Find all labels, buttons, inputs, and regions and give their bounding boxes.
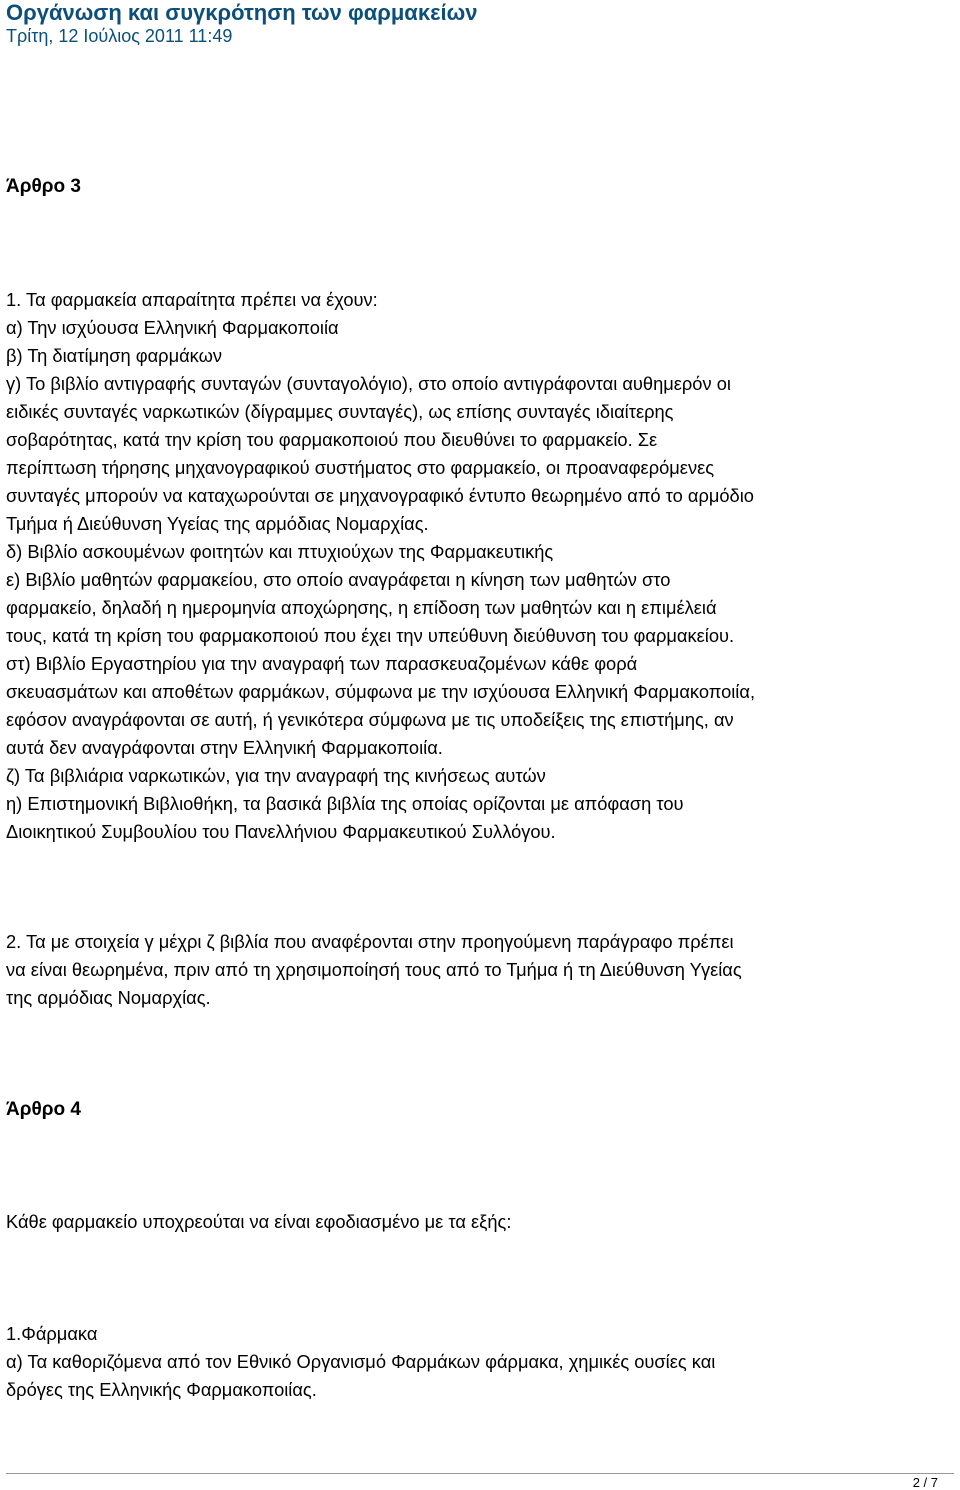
article-4-paragraph-1 bbox=[6, 1320, 956, 1404]
text-line: αυτά δεν αναγράφονται στην Ελληνική Φαρμακοποιία. bbox=[6, 737, 443, 758]
text-line: περίπτωση τήρησης μηχανογραφικού συστήματος στο φαρμακείο, οι προαναφερόμενες bbox=[6, 457, 715, 478]
text-line: δ) Βιβλίο ασκουμένων φοιτητών και πτυχιούχων της Φαρμακευτικής bbox=[6, 541, 554, 562]
text-line: δρόγες της Ελληνικής Φαρμακοποιίας. bbox=[6, 1379, 317, 1400]
text-line: ειδικές συνταγές ναρκωτικών (δίγραμμες συνταγές), ως επίσης συνταγές ιδιαίτερης bbox=[6, 401, 674, 422]
article-3-paragraph-2 bbox=[6, 928, 956, 1012]
text-line: συνταγές μπορούν να καταχωρούνται σε μηχανογραφικό έντυπο θεωρημένο από το αρμόδιο bbox=[6, 485, 754, 506]
text-line: 1. Τα φαρμακεία απαραίτητα πρέπει να έχουν: bbox=[6, 289, 378, 310]
text-line: γ) Το βιβλίο αντιγραφής συνταγών (συνταγολόγιο), στο οποίο αντιγράφονται αυθημερόν οι bbox=[6, 373, 731, 394]
text-line: ζ) Τα βιβλιάρια ναρκωτικών, για την αναγραφή της κινήσεως αυτών bbox=[6, 765, 546, 786]
text-line: φαρμακείο, δηλαδή η ημερομηνία αποχώρησης, η επίδοση των μαθητών και η επιμέλειά bbox=[6, 597, 717, 618]
text-line: εφόσον αναγράφονται σε αυτή, ή γενικότερα σύμφωνα με τις υποδείξεις της επιστήμης, αν bbox=[6, 709, 734, 730]
article-3-heading: Άρθρο 3 bbox=[6, 176, 81, 197]
text-line: στ) Βιβλίο Εργαστηρίου για την αναγραφή των παρασκευαζομένων κάθε φορά bbox=[6, 653, 638, 674]
text-line: Διοικητικού Συμβουλίου του Πανελλήνιου Φαρμακευτικού Συλλόγου. bbox=[6, 821, 556, 842]
text-line: 2. Τα με στοιχεία γ μέχρι ζ βιβλία που αναφέρονται στην προηγούμενη παράγραφο πρέπει bbox=[6, 931, 734, 952]
footer-divider bbox=[6, 1473, 954, 1474]
page-number: 2 / 7 bbox=[912, 1475, 938, 1490]
text-line: Τμήμα ή Διεύθυνση Υγείας της αρμόδιας Νομαρχίας. bbox=[6, 513, 429, 534]
text-line: ε) Βιβλίο μαθητών φαρμακείου, στο οποίο αναγράφεται η κίνηση των μαθητών στο bbox=[6, 569, 671, 590]
article-4-heading: Άρθρο 4 bbox=[6, 1099, 81, 1120]
text-line: τους, κατά τη κρίση του φαρμακοποιού που έχει την υπεύθυνη διεύθυνση του φαρμακείου. bbox=[6, 625, 735, 646]
text-line: σοβαρότητας, κατά την κρίση του φαρμακοποιού που διευθύνει το φαρμακείο. Σε bbox=[6, 429, 658, 450]
text-line: Κάθε φαρμακείο υποχρεούται να είναι εφοδιασμένο με τα εξής: bbox=[6, 1211, 512, 1232]
text-line: να είναι θεωρημένα, πριν από τη χρησιμοποίησή τους από το Τμήμα ή τη Διεύθυνση Υγείας bbox=[6, 959, 742, 980]
article-4-intro bbox=[6, 1208, 956, 1236]
document-title: Οργάνωση και συγκρότηση των φαρμακείων bbox=[6, 0, 478, 25]
text-line: η) Επιστημονική Βιβλιοθήκη, τα βασικά βιβλία της οποίας ορίζονται με απόφαση του bbox=[6, 793, 684, 814]
text-line: 1.Φάρμακα bbox=[6, 1323, 98, 1344]
text-line: β) Τη διατίμηση φαρμάκων bbox=[6, 345, 222, 366]
text-line: α) Την ισχύουσα Ελληνική Φαρμακοποιία bbox=[6, 317, 339, 338]
text-line: α) Τα καθοριζόμενα από τον Εθνικό Οργανισμό Φαρμάκων φάρμακα, χημικές ουσίες και bbox=[6, 1351, 716, 1372]
article-3-paragraph-1 bbox=[6, 286, 956, 846]
document-date: Τρίτη, 12 Ιούλιος 2011 11:49 bbox=[6, 26, 233, 46]
text-line: της αρμόδιας Νομαρχίας. bbox=[6, 987, 211, 1008]
text-line: σκευασμάτων και αποθέτων φαρμάκων, σύμφωνα με την ισχύουσα Ελληνική Φαρμακοποιία, bbox=[6, 681, 756, 702]
